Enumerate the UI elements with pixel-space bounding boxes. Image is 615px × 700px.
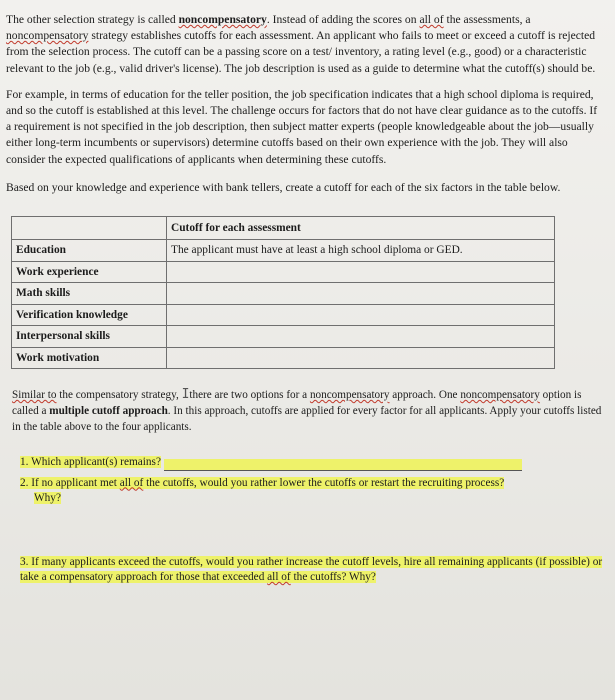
text-run: . Instead of adding the scores on bbox=[266, 13, 420, 26]
text-run: are two options for a bbox=[211, 389, 310, 402]
factor-cell: Interpersonal skills bbox=[12, 326, 167, 348]
text-run: option is called a bbox=[12, 389, 582, 418]
cutoff-cell[interactable]: The applicant must have at least a high school diploma or GED. bbox=[167, 240, 555, 262]
table-header-cutoff: Cutoff for each assessment bbox=[167, 217, 555, 240]
approach-paragraph bbox=[6, 387, 605, 435]
text-run: noncompensatory bbox=[309, 389, 390, 402]
text-run: Similar to bbox=[12, 389, 57, 402]
factor-cell: Work experience bbox=[12, 261, 167, 283]
text-run: the cutoffs? Why? bbox=[290, 571, 376, 584]
text-run: all of bbox=[419, 13, 444, 26]
text-run: 3. If many applicants exceed the cutoffs, would you rather increase the cutoff levels, hire all remaining applicants (if possible) or take a compensatory approach for those that exceeded bbox=[20, 555, 603, 584]
table-row bbox=[12, 283, 555, 305]
factor-cell: Math skills bbox=[12, 283, 167, 305]
question-1-text: 1. Which applicant(s) remains? bbox=[20, 456, 161, 469]
text-run: noncompensatory bbox=[460, 389, 540, 402]
question-2-why: Why? bbox=[34, 492, 61, 505]
text-run: The other selection strategy is called bbox=[6, 13, 179, 26]
text-run: the cutoffs, would you rather lower the cutoffs or restart the recruiting process? bbox=[143, 476, 505, 489]
factor-cell: Verification knowledge bbox=[12, 304, 167, 326]
text-run: the compensatory strategy, bbox=[56, 389, 182, 402]
text-run: all of bbox=[119, 476, 144, 489]
cutoff-cell[interactable] bbox=[167, 347, 555, 369]
spacer bbox=[6, 369, 605, 383]
table-row bbox=[12, 326, 555, 348]
question-3 bbox=[6, 555, 605, 586]
text-run: noncompensatory bbox=[6, 29, 89, 43]
term-multiple-cutoff: multiple cutoff approach bbox=[49, 405, 168, 418]
answer-blank[interactable] bbox=[164, 459, 522, 471]
table-header-empty bbox=[12, 217, 167, 240]
cutoff-cell[interactable] bbox=[167, 326, 555, 348]
text-run: the assessments, a bbox=[443, 13, 531, 26]
intro-paragraph-1 bbox=[6, 12, 605, 77]
question-2 bbox=[6, 476, 605, 507]
cutoff-cell[interactable] bbox=[167, 261, 555, 283]
intro-paragraph-3: Based on your knowledge and experience with bank tellers, create a cutoff for each of the six factors in the table below. bbox=[6, 180, 561, 194]
table-row bbox=[12, 347, 555, 369]
text-run: 2. If no applicant met bbox=[20, 476, 120, 489]
cutoff-table bbox=[11, 216, 555, 369]
intro-paragraph-2: For example, in terms of education for the teller position, the job specification indicates that a high school diploma is required, and so the cutoff is established at this level. The challenge occurs for factors that do not have clear guidance as to the cutoffs. If a requirement is not specified in the job description, then subject matter experts (people knowledgeable about the job—usually either long-term incumbents or supervisors) determine cutoffs based on their own experience with the job. They will also consider the expected qualifications of applicants when determining these cutoffs. bbox=[6, 87, 598, 166]
table-header-row bbox=[12, 217, 555, 240]
cutoff-cell[interactable] bbox=[167, 283, 555, 305]
table-row bbox=[12, 261, 555, 283]
factor-cell: Work motivation bbox=[12, 347, 167, 369]
text-cursor-icon: I bbox=[181, 387, 190, 403]
text-run: approach. One bbox=[389, 389, 461, 402]
text-run: all of bbox=[267, 571, 291, 584]
text-run: . In this approach, cutoffs are applied for every factor for all applicants. Apply your cutoffs listed in the table above to the four applicants. bbox=[12, 405, 602, 434]
text-run: strategy establishes cutoffs for each assessment. An applicant who fails to meet or exceed a cutoff is rejected from the selection process. The cutoff can be a passing score on a test/ inventory, a rating level (e.g., good) or a characteristic relevant to the job (e.g., valid driver's license). The job description is used as a guide to determine what the cutoff(s) should be. bbox=[6, 29, 596, 75]
factor-cell: Education bbox=[12, 240, 167, 262]
table-row bbox=[12, 304, 555, 326]
term-noncompensatory: noncompensatory bbox=[178, 13, 267, 26]
question-1 bbox=[6, 455, 605, 471]
cutoff-cell[interactable] bbox=[167, 304, 555, 326]
text-run: there bbox=[189, 389, 212, 402]
table-row bbox=[12, 240, 555, 262]
